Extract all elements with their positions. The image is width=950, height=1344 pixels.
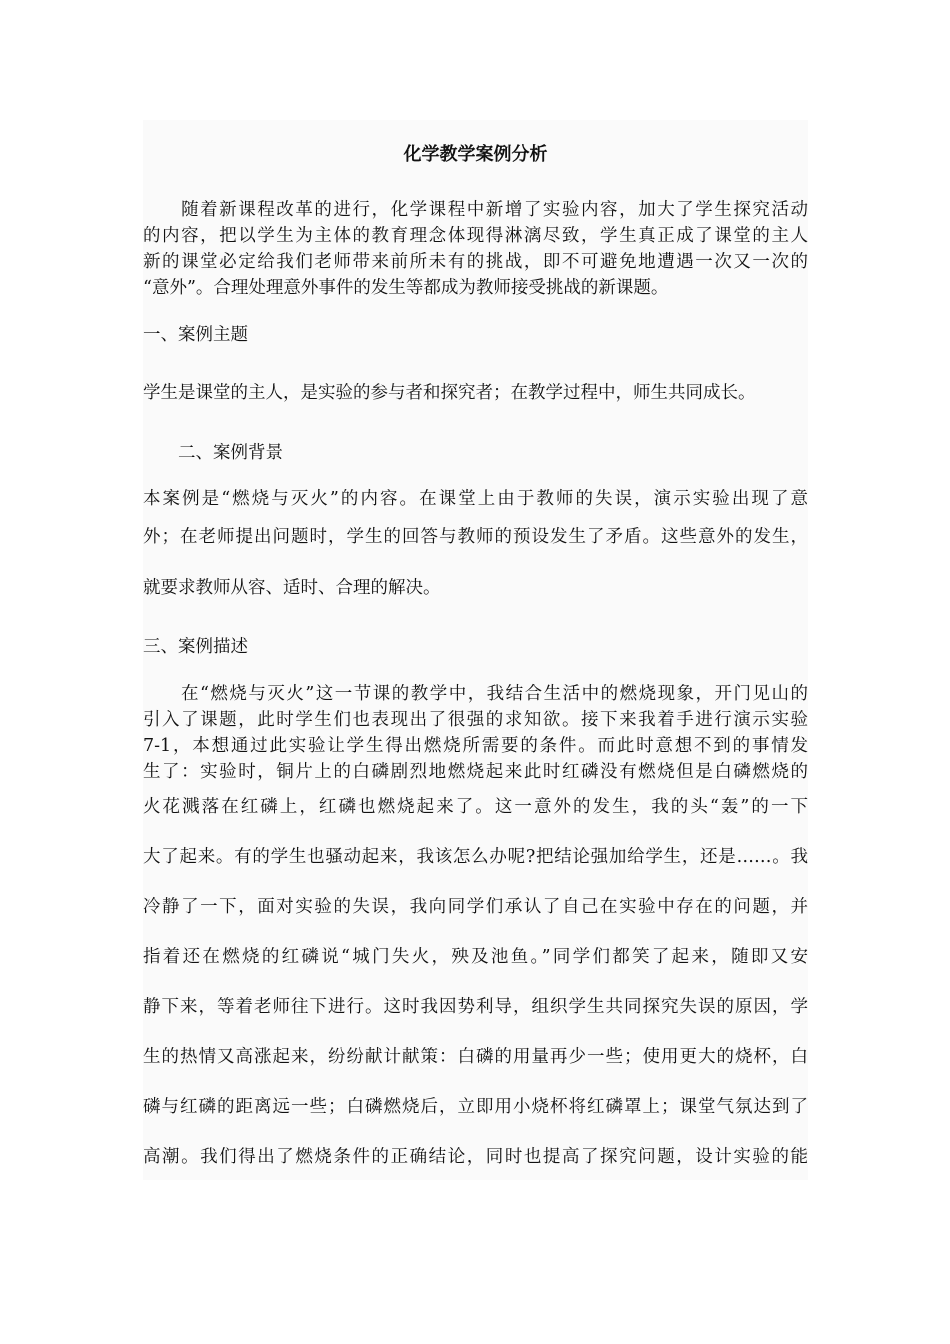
section-text: 冷静了一下，面对实验的失误，我向同学们承认了自己在实验中存在的问题，并 xyxy=(143,897,808,917)
page-title: 化学教学案例分析 xyxy=(403,144,548,165)
section-text: 引入了课题，此时学生们也表现出了很强的求知欲。接下来我着手进行演示实验 xyxy=(143,710,808,730)
section-text: 在“燃烧与灭火”这一节课的教学中，我结合生活中的燃烧现象，开门见山的 xyxy=(143,684,808,704)
intro-line: 的内容，把以学生为主体的教育理念体现得淋漓尽致，学生真正成了课堂的主人 xyxy=(143,226,808,246)
section-text: 磷与红磷的距离远一些；白磷燃烧后，立即用小烧杯将红磷罩上；课堂气氛达到了 xyxy=(143,1097,808,1117)
section-heading: 一、案例主题 xyxy=(143,325,248,345)
section-text: 高潮。我们得出了燃烧条件的正确结论，同时也提高了探究问题，设计实验的能 xyxy=(143,1147,808,1167)
section-heading: 三、案例描述 xyxy=(143,637,248,657)
intro-line: 随着新课程改革的进行，化学课程中新增了实验内容，加大了学生探究活动 xyxy=(143,200,808,220)
intro-line: “意外”。合理处理意外事件的发生等都成为教师接受挑战的新课题。 xyxy=(143,278,669,298)
section-text: 大了起来。有的学生也骚动起来，我该怎么办呢?把结论强加给学生，还是……。我 xyxy=(143,847,808,867)
section-text: 生了：实验时，铜片上的白磷剧烈地燃烧起来此时红磷没有燃烧但是白磷燃烧的 xyxy=(143,762,808,782)
section-text: 外；在老师提出问题时，学生的回答与教师的预设发生了矛盾。这些意外的发生， xyxy=(143,527,808,547)
section-text: 指着还在燃烧的红磷说“城门失火，殃及池鱼。”同学们都笑了起来，随即又安 xyxy=(143,947,808,967)
section-text: 本案例是“燃烧与灭火”的内容。在课堂上由于教师的失误，演示实验出现了意 xyxy=(143,489,808,509)
section-text: 就要求教师从容、适时、合理的解决。 xyxy=(143,578,441,598)
section-text: 学生是课堂的主人，是实验的参与者和探究者；在教学过程中，师生共同成长。 xyxy=(143,383,756,403)
intro-line: 新的课堂必定给我们老师带来前所未有的挑战，即不可避免地遭遇一次又一次的 xyxy=(143,252,808,272)
section-text: 火花溅落在红磷上，红磷也燃烧起来了。这一意外的发生，我的头“轰”的一下 xyxy=(143,797,808,817)
section-text: 7-1，本想通过此实验让学生得出燃烧所需要的条件。而此时意想不到的事情发 xyxy=(143,736,808,756)
section-heading: 二、案例背景 xyxy=(143,443,283,463)
section-text: 静下来，等着老师往下进行。这时我因势利导，组织学生共同探究失误的原因，学 xyxy=(143,997,808,1017)
section-text: 生的热情又高涨起来，纷纷献计献策：白磷的用量再少一些；使用更大的烧杯，白 xyxy=(143,1047,808,1067)
